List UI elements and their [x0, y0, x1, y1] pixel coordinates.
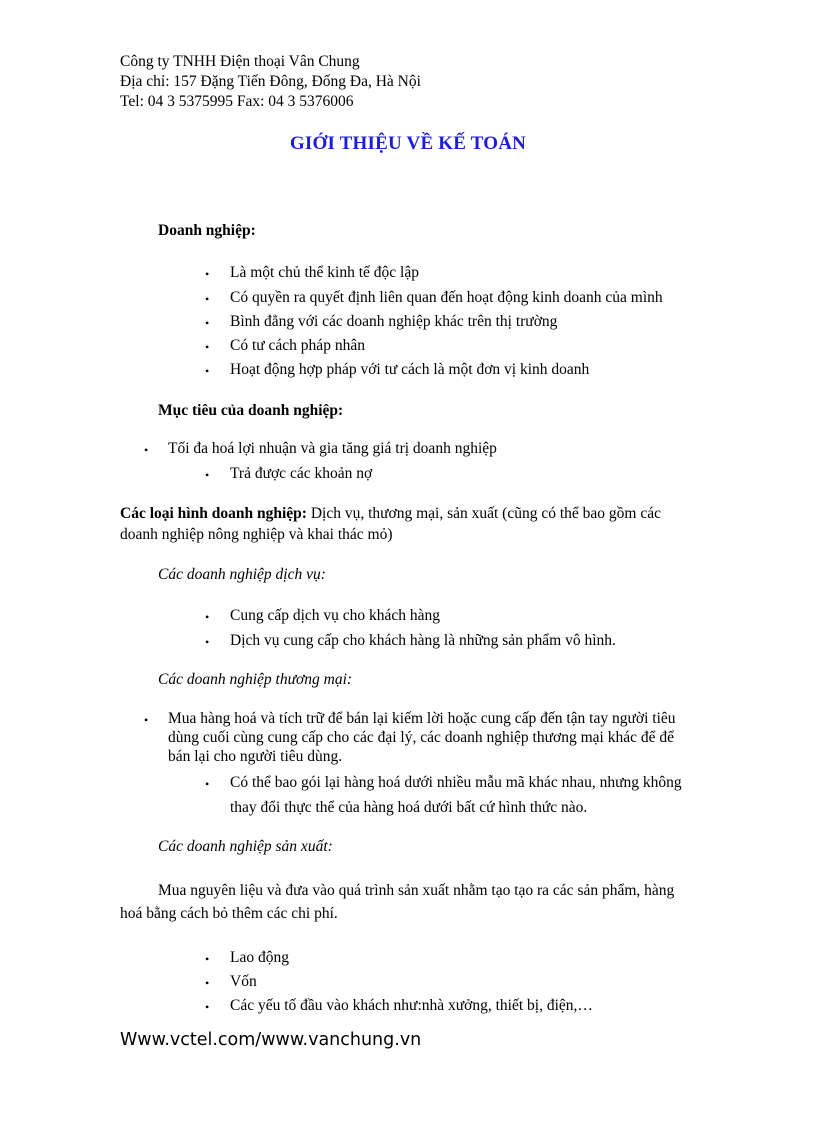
section-heading-thuong-mai: Các doanh nghiệp thương mại: [158, 671, 353, 688]
bullet-icon: • [144, 443, 149, 457]
company-address: Địa chỉ: 157 Đặng Tiến Đông, Đống Đa, Hà Nội [120, 73, 421, 90]
paragraph-text: Mua nguyên liệu và đưa vào quá trình sản xuất nhằm tạo tạo ra các sản phẩm, hàng [158, 882, 675, 899]
company-name: Công ty TNHH Điện thoại Vân Chung [120, 53, 360, 70]
page-title: GIỚI THIỆU VỀ KẾ TOÁN [289, 133, 527, 154]
list-item-text: Mua hàng hoá và tích trữ để bán lại kiếm lời hoặc cung cấp đến tận tay người tiêu [168, 710, 676, 727]
list-item-text: Dịch vụ cung cấp cho khách hàng là những sản phẩm vô hình. [230, 632, 616, 649]
bullet-icon: • [205, 952, 210, 966]
list-item-text: dùng cuối cùng cung cấp cho các đại lý, các doanh nghiệp thương mại khác để để [168, 729, 674, 746]
bullet-icon: • [144, 713, 149, 727]
paragraph-text: doanh nghiệp nông nghiệp và khai thác mỏ) [120, 526, 393, 543]
bullet-icon: • [205, 316, 210, 330]
bullet-icon: • [205, 1000, 210, 1014]
section-heading-muc-tieu: Mục tiêu của doanh nghiệp: [158, 402, 344, 419]
section-heading-san-xuat: Các doanh nghiệp sản xuất: [158, 838, 333, 855]
list-item-text: Có tư cách pháp nhân [230, 337, 365, 354]
list-item-text: bán lại cho người tiêu dùng. [168, 748, 343, 765]
company-tel-fax: Tel: 04 3 5375995 Fax: 04 3 5376006 [120, 93, 354, 110]
list-item-text: Là một chủ thể kinh tế độc lập [230, 264, 419, 281]
list-item-text: Bình đẳng với các doanh nghiệp khác trên thị trường [230, 313, 558, 330]
paragraph-loai-hinh [120, 505, 661, 523]
bullet-icon: • [205, 777, 210, 791]
list-item-text: Vốn [230, 973, 257, 990]
paragraph-text: hoá bằng cách bỏ thêm các chi phí. [120, 905, 338, 922]
list-item-text: Tối đa hoá lợi nhuận và gia tăng giá trị doanh nghiệp [168, 440, 497, 457]
list-item-text: Có thể bao gói lại hàng hoá dưới nhiều mẫu mã khác nhau, nhưng không [230, 774, 682, 791]
bullet-icon: • [205, 468, 210, 482]
bullet-icon: • [205, 976, 210, 990]
list-item-text: Cung cấp dịch vụ cho khách hàng [230, 607, 441, 624]
list-item-text: Lao động [230, 949, 289, 966]
bullet-icon: • [205, 340, 210, 354]
section-heading-dich-vu: Các doanh nghiệp dịch vụ: [158, 566, 326, 583]
paragraph-text: Dịch vụ, thương mại, sản xuất (cũng có thể bao gồm các [306, 505, 661, 522]
list-item-text: Trả được các khoản nợ [230, 465, 373, 482]
list-item-text: thay đổi thực thể của hàng hoá dưới bất cứ hình thức nào. [230, 799, 588, 816]
bullet-icon: • [205, 267, 210, 281]
list-item-text: Các yếu tố đầu vào khách như:nhà xưởng, thiết bị, điện,… [230, 997, 593, 1014]
bullet-icon: • [205, 364, 210, 378]
footer-link[interactable]: Www.vctel.com/www.vanchung.vn [120, 1030, 422, 1050]
bullet-icon: • [205, 610, 210, 624]
list-item-text: Có quyền ra quyết định liên quan đến hoạt động kinh doanh của mình [230, 289, 663, 306]
paragraph-label: Các loại hình doanh nghiệp: [120, 505, 307, 522]
list-item-text: Hoạt động hợp pháp với tư cách là một đơn vị kinh doanh [230, 361, 590, 378]
section-heading-doanh-nghiep: Doanh nghiệp: [158, 222, 256, 239]
bullet-icon: • [205, 635, 210, 649]
bullet-icon: • [205, 292, 210, 306]
